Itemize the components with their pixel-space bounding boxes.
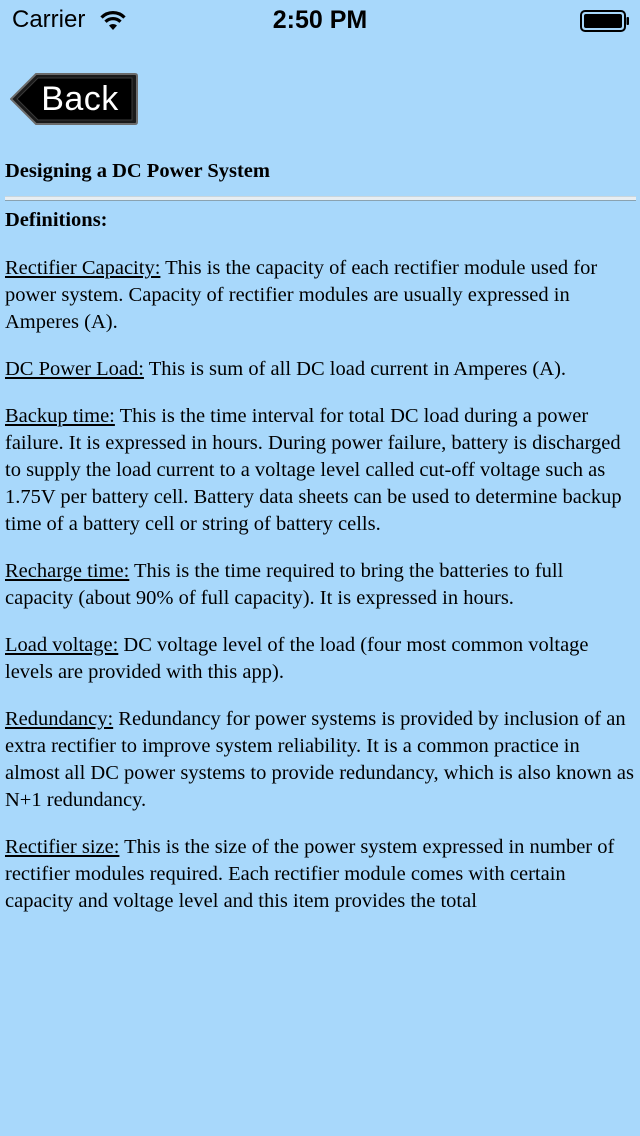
definition-text: DC voltage level of the load (four most common voltage levels are provided with this app). [5,634,589,683]
definition-text: This is the time required to bring the batteries to full capacity (about 90% of full capacity). It is expressed in hours. [5,560,564,609]
back-button[interactable] [10,73,138,125]
status-bar [0,0,640,40]
carrier-label: Carrier [12,6,86,33]
definition-item [5,255,636,336]
definition-text: Redundancy for power systems is provided by inclusion of an extra rectifier to improve system reliability. It is a common practice in almost all DC power systems to provide redundancy, which is also known as N+1 redundancy. [5,708,634,811]
content [5,158,636,935]
definition-item [5,558,636,612]
definition-text: This is sum of all DC load current in Amperes (A). [143,358,567,380]
definition-item [5,403,636,538]
definition-term: Rectifier Capacity: [5,257,161,279]
definition-item [5,632,636,686]
status-time: 2:50 PM [272,6,368,34]
definition-text: This is the time interval for total DC load during a power failure. It is expressed in hours. During power failure, battery is discharged to supply the load current to a voltage level called cut-off voltage such as 1.75V per battery cell. Battery data sheets can be used to determine backup time of a battery cell or string of battery cells. [5,405,622,535]
definition-term: Redundancy: [5,708,114,730]
back-button-label: Back [41,80,119,118]
definition-text: This is the capacity of each rectifier module used for power system. Capacity of rectifier modules are usually expressed in Amperes (A). [5,257,598,333]
divider [5,196,636,201]
page-title: Designing a DC Power System [5,160,270,182]
definition-item [5,706,636,814]
definition-item [5,834,636,915]
definition-term: Load voltage: [5,634,119,656]
definition-item [5,356,636,383]
definition-term: Backup time: [5,405,115,427]
definition-term: Rectifier size: [5,836,120,858]
definition-text: This is the size of the power system expressed in number of rectifier modules required. Each rectifier module comes with certain capacity and voltage level and this item provides the total [5,836,615,912]
section-heading: Definitions: [5,209,108,231]
definition-term: DC Power Load: [5,358,144,380]
battery-icon [580,10,630,32]
definition-term: Recharge time: [5,560,130,582]
